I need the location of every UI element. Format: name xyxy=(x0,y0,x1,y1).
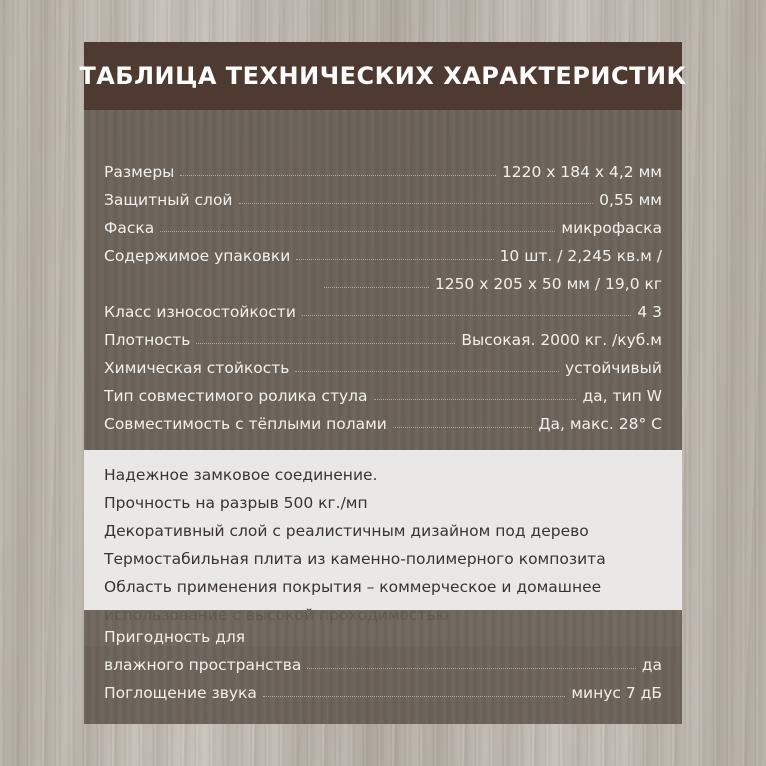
spec-value: Да, макс. 28° С xyxy=(538,415,662,433)
spec-row-sound xyxy=(104,676,662,702)
dotted-leader xyxy=(302,315,631,316)
spec-panel xyxy=(79,42,687,724)
feature-line: Область применения покрытия – коммерческое и домашнее xyxy=(104,578,602,596)
spec-value: да, тип W xyxy=(582,387,662,405)
spec-row-package xyxy=(104,239,662,265)
spec-label: влажного пространства xyxy=(104,656,302,674)
spec-label: Фаска xyxy=(104,219,155,237)
spec-label: Защитный слой xyxy=(104,191,233,209)
spec-value: минус 7 дБ xyxy=(571,684,662,702)
spec-row-bevel xyxy=(104,211,662,237)
spec-label: Химическая стойкость xyxy=(104,359,290,377)
spec-label: Содержимое упаковки xyxy=(104,247,291,265)
dotted-leader xyxy=(239,203,594,204)
spec-label: Тип совместимого ролика стула xyxy=(104,387,368,405)
spec-row-protective-layer xyxy=(104,183,662,209)
page-title: ТАБЛИЦА ТЕХНИЧЕСКИХ ХАРАКТЕРИСТИК xyxy=(79,62,687,90)
spec-row-moisture-line1 xyxy=(104,620,662,646)
spec-label: Плотность xyxy=(104,331,191,349)
spec-row-heated-floor xyxy=(104,407,662,433)
spec-label: Совместимость с тёплыми полами xyxy=(104,415,387,433)
feature-line: Прочность на разрыв 500 кг./мп xyxy=(104,494,368,512)
spec-value: 10 шт. / 2,245 кв.м / xyxy=(499,247,662,265)
spec-value: да xyxy=(641,656,662,674)
spec-value: микрофаска xyxy=(561,219,662,237)
spec-label: Пригодность для xyxy=(104,628,246,646)
spec-value: устойчивый xyxy=(565,359,662,377)
bottom-spec-block xyxy=(84,610,682,724)
dotted-leader xyxy=(263,696,565,697)
dotted-leader xyxy=(295,371,559,372)
spec-row-package-cont xyxy=(104,267,662,293)
dotted-leader xyxy=(196,343,455,344)
spec-value: 4 3 xyxy=(637,303,662,321)
spec-table xyxy=(84,110,682,450)
dotted-leader xyxy=(180,175,496,176)
spec-row-size xyxy=(104,155,662,181)
spec-header xyxy=(79,42,687,110)
spec-row-wear-class xyxy=(104,295,662,321)
dotted-leader xyxy=(374,399,577,400)
feature-line: Термостабильная плита из каменно-полимерного композита xyxy=(104,550,606,568)
feature-line: Декоративный слой с реалистичным дизайном под дерево xyxy=(104,522,589,540)
feature-line: Надежное замковое соединение. xyxy=(104,466,378,484)
spec-value: 1250 х 205 х 50 мм / 19,0 кг xyxy=(434,275,662,293)
dotted-leader xyxy=(307,668,635,669)
dotted-leader xyxy=(160,231,555,232)
spec-value: 0,55 мм xyxy=(599,191,662,209)
spec-label: Размеры xyxy=(104,163,175,181)
spec-label: Класс износостойкости xyxy=(104,303,296,321)
spec-value: Высокая. 2000 кг. /куб.м xyxy=(461,331,662,349)
spec-label: Поглощение звука xyxy=(104,684,257,702)
dotted-leader xyxy=(324,287,429,288)
spec-row-moisture xyxy=(104,648,662,674)
spec-value: 1220 х 184 х 4,2 мм xyxy=(501,163,662,181)
dotted-leader xyxy=(296,259,493,260)
spec-row-chemical xyxy=(104,351,662,377)
spec-row-density xyxy=(104,323,662,349)
dotted-leader xyxy=(393,427,533,428)
spec-row-chair-wheel xyxy=(104,379,662,405)
